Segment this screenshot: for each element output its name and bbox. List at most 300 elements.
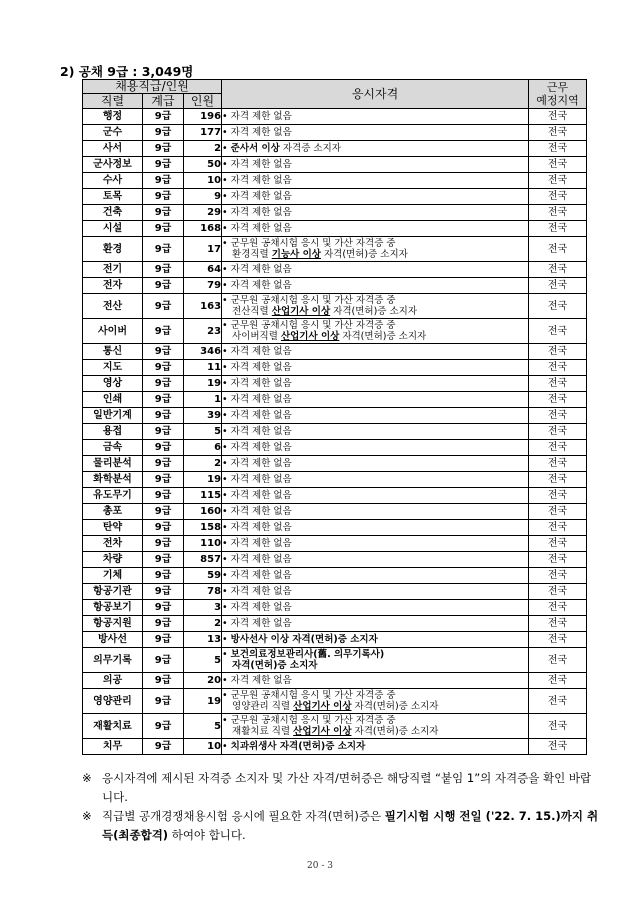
- table-row: [83, 157, 587, 173]
- qualification-line: [222, 741, 528, 752]
- text-segment: • 자격 제한 없음: [222, 586, 292, 597]
- cell-job: 인쇄: [83, 392, 143, 408]
- cell-qualification: [222, 600, 529, 616]
- cell-count: 5: [184, 714, 222, 739]
- text-segment: • 자격 제한 없음: [222, 127, 292, 138]
- header-qualification: 응시자격: [222, 80, 529, 109]
- table-row: [83, 714, 587, 739]
- header-job: 직렬: [83, 94, 143, 109]
- cell-count: 79: [184, 278, 222, 294]
- cell-job: 물리분석: [83, 456, 143, 472]
- cell-grade: 9급: [143, 520, 184, 536]
- text-segment: • 자격 제한 없음: [222, 191, 292, 202]
- cell-region: 전국: [529, 739, 587, 755]
- cell-qualification: [222, 205, 529, 221]
- cell-region: 전국: [529, 237, 587, 262]
- cell-qualification: [222, 689, 529, 714]
- cell-region: 전국: [529, 109, 587, 125]
- section-title: 2) 공채 9급 : 3,049명: [60, 64, 194, 79]
- cell-qualification: [222, 319, 529, 344]
- text-segment: • 자격 제한 없음: [222, 458, 292, 469]
- cell-count: 2: [184, 456, 222, 472]
- text-segment: • 자격 제한 없음: [222, 280, 292, 291]
- cell-job: 총포: [83, 504, 143, 520]
- cell-qualification: [222, 714, 529, 739]
- qualification-line: [222, 522, 528, 533]
- table-row: [83, 520, 587, 536]
- cell-region: 전국: [529, 648, 587, 673]
- text-segment: • 자격 제한 없음: [222, 554, 292, 565]
- cell-grade: 9급: [143, 173, 184, 189]
- table-row: [83, 440, 587, 456]
- cell-qualification: [222, 392, 529, 408]
- cell-job: 화학분석: [83, 472, 143, 488]
- text-segment: • 자격 제한 없음: [222, 675, 292, 686]
- text-segment: • 군무원 공채시험 응시 및 가산 자격증 중: [222, 690, 396, 701]
- text-segment: • 자격 제한 없음: [222, 223, 292, 234]
- cell-region: 전국: [529, 344, 587, 360]
- cell-count: 50: [184, 157, 222, 173]
- cell-count: 13: [184, 632, 222, 648]
- text-segment: 자격(면허)증 소지자: [351, 726, 439, 737]
- cell-count: 160: [184, 504, 222, 520]
- cell-qualification: [222, 262, 529, 278]
- cell-grade: 9급: [143, 408, 184, 424]
- qualification-line: [222, 649, 528, 660]
- cell-region: 전국: [529, 294, 587, 319]
- cell-region: 전국: [529, 536, 587, 552]
- cell-count: 19: [184, 472, 222, 488]
- cell-count: 1: [184, 392, 222, 408]
- cell-grade: 9급: [143, 189, 184, 205]
- cell-count: 346: [184, 344, 222, 360]
- table-row: [83, 504, 587, 520]
- cell-count: 3: [184, 600, 222, 616]
- table-row: [83, 173, 587, 189]
- note-mark: ※: [82, 809, 92, 823]
- cell-grade: 9급: [143, 344, 184, 360]
- cell-grade: 9급: [143, 648, 184, 673]
- text-segment: • 자격 제한 없음: [222, 618, 292, 629]
- cell-grade: 9급: [143, 568, 184, 584]
- text-segment: •: [222, 741, 231, 752]
- cell-count: 168: [184, 221, 222, 237]
- qualification-line: [222, 159, 528, 170]
- cell-region: 전국: [529, 360, 587, 376]
- cell-qualification: [222, 456, 529, 472]
- qualification-line: [222, 442, 528, 453]
- cell-job: 건축: [83, 205, 143, 221]
- qualification-line: [222, 634, 528, 645]
- cell-region: 전국: [529, 714, 587, 739]
- cell-job: 항공보기: [83, 600, 143, 616]
- cell-job: 차량: [83, 552, 143, 568]
- cell-count: 17: [184, 237, 222, 262]
- cell-region: 전국: [529, 189, 587, 205]
- emphasis-text: 기능사 이상: [271, 249, 321, 260]
- qualification-line: [222, 295, 528, 306]
- page-number: 20 - 3: [307, 861, 333, 871]
- cell-grade: 9급: [143, 141, 184, 157]
- cell-region: 전국: [529, 125, 587, 141]
- table-row: [83, 472, 587, 488]
- qualification-line: [222, 554, 528, 565]
- cell-grade: 9급: [143, 360, 184, 376]
- text-segment: • 자격 제한 없음: [222, 394, 292, 405]
- cell-job: 방사선: [83, 632, 143, 648]
- table-row: [83, 616, 587, 632]
- cell-grade: 9급: [143, 109, 184, 125]
- qualification-line: [222, 570, 528, 581]
- qualification-line: [222, 618, 528, 629]
- cell-grade: 9급: [143, 600, 184, 616]
- cell-grade: 9급: [143, 714, 184, 739]
- cell-region: 전국: [529, 408, 587, 424]
- table-row: [83, 739, 587, 755]
- qualification-line: [222, 426, 528, 437]
- cell-region: 전국: [529, 504, 587, 520]
- cell-job: 전산: [83, 294, 143, 319]
- cell-grade: 9급: [143, 205, 184, 221]
- cell-qualification: [222, 739, 529, 755]
- recruitment-table: [82, 79, 587, 755]
- qualification-line: [222, 346, 528, 357]
- cell-grade: 9급: [143, 673, 184, 689]
- cell-count: 10: [184, 739, 222, 755]
- cell-count: 177: [184, 125, 222, 141]
- cell-qualification: [222, 141, 529, 157]
- cell-qualification: [222, 488, 529, 504]
- qualification-line: [222, 690, 528, 701]
- table-row: [83, 673, 587, 689]
- cell-grade: 9급: [143, 319, 184, 344]
- qualification-line: [222, 602, 528, 613]
- cell-qualification: [222, 440, 529, 456]
- cell-job: 의무기록: [83, 648, 143, 673]
- qualification-line: [222, 474, 528, 485]
- cell-qualification: [222, 125, 529, 141]
- text-segment: 자격(면허)증 소지자: [320, 249, 408, 260]
- cell-count: 158: [184, 520, 222, 536]
- notes: [82, 769, 602, 845]
- cell-job: 행정: [83, 109, 143, 125]
- text-segment: 직급별 공개경쟁채용시험 응시에 필요한 자격(면허)증은: [102, 809, 385, 823]
- table-row: [83, 237, 587, 262]
- qualification-line: [222, 394, 528, 405]
- cell-region: 전국: [529, 632, 587, 648]
- cell-job: 치무: [83, 739, 143, 755]
- cell-job: 지도: [83, 360, 143, 376]
- cell-region: 전국: [529, 440, 587, 456]
- note: [82, 769, 602, 807]
- cell-region: 전국: [529, 278, 587, 294]
- cell-grade: 9급: [143, 125, 184, 141]
- cell-job: 군수: [83, 125, 143, 141]
- cell-qualification: [222, 237, 529, 262]
- cell-grade: 9급: [143, 157, 184, 173]
- cell-count: 163: [184, 294, 222, 319]
- cell-grade: 9급: [143, 689, 184, 714]
- table-row: [83, 125, 587, 141]
- text-segment: • 자격 제한 없음: [222, 264, 292, 275]
- qualification-line: [222, 362, 528, 373]
- cell-qualification: [222, 504, 529, 520]
- text-segment: • 자격 제한 없음: [222, 538, 292, 549]
- qualification-line: [222, 660, 528, 671]
- cell-job: 유도무기: [83, 488, 143, 504]
- cell-region: 전국: [529, 376, 587, 392]
- cell-region: 전국: [529, 568, 587, 584]
- cell-count: 5: [184, 424, 222, 440]
- text-segment: • 군무원 공채시험 응시 및 가산 자격증 중: [222, 320, 396, 331]
- text-segment: • 자격 제한 없음: [222, 490, 292, 501]
- cell-region: 전국: [529, 157, 587, 173]
- qualification-line: [222, 191, 528, 202]
- cell-qualification: [222, 424, 529, 440]
- qualification-line: [222, 280, 528, 291]
- qualification-line: [222, 701, 528, 712]
- cell-qualification: [222, 673, 529, 689]
- header-region-line2: 예정지역: [536, 94, 579, 107]
- emphasis-text: 치과위생사 자격(면허)증 소지자: [230, 741, 366, 752]
- cell-region: 전국: [529, 141, 587, 157]
- cell-count: 78: [184, 584, 222, 600]
- table-row: [83, 262, 587, 278]
- cell-job: 토목: [83, 189, 143, 205]
- cell-job: 영양관리: [83, 689, 143, 714]
- qualification-line: [222, 143, 528, 154]
- cell-count: 11: [184, 360, 222, 376]
- cell-qualification: [222, 294, 529, 319]
- cell-grade: 9급: [143, 376, 184, 392]
- emphasis-text: 산업기사 이상: [293, 701, 352, 712]
- cell-region: 전국: [529, 319, 587, 344]
- qualification-line: [222, 249, 528, 260]
- cell-region: 전국: [529, 488, 587, 504]
- qualification-line: [222, 490, 528, 501]
- cell-region: 전국: [529, 689, 587, 714]
- cell-grade: 9급: [143, 294, 184, 319]
- cell-qualification: [222, 648, 529, 673]
- cell-region: 전국: [529, 520, 587, 536]
- qualification-line: [222, 378, 528, 389]
- cell-region: 전국: [529, 616, 587, 632]
- emphasis-text: 자격(면허)증 소지자: [232, 660, 318, 671]
- table-row: [83, 278, 587, 294]
- cell-qualification: [222, 520, 529, 536]
- text-segment: •: [222, 634, 231, 645]
- emphasis-text: 필기시험 시행 전일 ('22. 7. 15.)까지 취득(최종합격): [102, 809, 599, 842]
- cell-count: 2: [184, 616, 222, 632]
- cell-region: 전국: [529, 456, 587, 472]
- table-row: [83, 600, 587, 616]
- table-row: [83, 488, 587, 504]
- cell-qualification: [222, 632, 529, 648]
- table-row: [83, 424, 587, 440]
- cell-job: 전자: [83, 278, 143, 294]
- cell-region: 전국: [529, 262, 587, 278]
- cell-region: 전국: [529, 472, 587, 488]
- cell-job: 용접: [83, 424, 143, 440]
- text-segment: 자격증 소지자: [279, 143, 341, 154]
- table-row: [83, 584, 587, 600]
- table-row: [83, 568, 587, 584]
- qualification-line: [222, 175, 528, 186]
- text-segment: 자격(면허)증 소지자: [351, 701, 439, 712]
- cell-grade: 9급: [143, 536, 184, 552]
- emphasis-text: 산업기사 이상: [271, 306, 331, 317]
- table-row: [83, 360, 587, 376]
- text-segment: • 자격 제한 없음: [222, 522, 292, 533]
- table-row: [83, 552, 587, 568]
- text-segment: • 자격 제한 없음: [222, 159, 292, 170]
- text-segment: • 자격 제한 없음: [222, 410, 292, 421]
- header-region: [529, 80, 587, 109]
- cell-region: 전국: [529, 424, 587, 440]
- qualification-line: [222, 127, 528, 138]
- text-segment: • 자격 제한 없음: [222, 474, 292, 485]
- cell-count: 20: [184, 673, 222, 689]
- cell-region: 전국: [529, 173, 587, 189]
- text-segment: • 자격 제한 없음: [222, 207, 292, 218]
- cell-qualification: [222, 472, 529, 488]
- table-row: [83, 109, 587, 125]
- cell-job: 탄약: [83, 520, 143, 536]
- text-segment: 응시자격에 제시된 자격증 소지자 및 가산 자격/면허증은 해당직렬 “붙임 1”의 자격증을 확인 바랍니다.: [102, 771, 592, 804]
- text-segment: 자격(면허)증 소지자: [339, 331, 427, 342]
- text-segment: 자격(면허)증 소지자: [330, 306, 418, 317]
- table-row: [83, 205, 587, 221]
- table-row: [83, 189, 587, 205]
- qualification-line: [222, 715, 528, 726]
- cell-region: 전국: [529, 552, 587, 568]
- cell-job: 의공: [83, 673, 143, 689]
- note-mark: ※: [82, 771, 92, 785]
- text-segment: • 자격 제한 없음: [222, 602, 292, 613]
- text-segment: • 자격 제한 없음: [222, 506, 292, 517]
- text-segment: • 군무원 공채시험 응시 및 가산 자격증 중: [222, 715, 396, 726]
- text-segment: • 자격 제한 없음: [222, 346, 292, 357]
- text-segment: 재활치료 직렬: [232, 726, 294, 737]
- table-row: [83, 632, 587, 648]
- qualification-line: [222, 331, 528, 342]
- table-row: [83, 141, 587, 157]
- emphasis-text: 방사선사 이상 자격(면허)증 소지자: [230, 634, 378, 645]
- text-segment: • 군무원 공채시험 응시 및 가산 자격증 중: [222, 238, 396, 249]
- cell-count: 23: [184, 319, 222, 344]
- note: [82, 807, 602, 845]
- cell-grade: 9급: [143, 584, 184, 600]
- cell-qualification: [222, 344, 529, 360]
- qualification-line: [222, 306, 528, 317]
- qualification-line: [222, 264, 528, 275]
- table-row: [83, 344, 587, 360]
- qualification-line: [222, 586, 528, 597]
- header-count: 인원: [184, 94, 222, 109]
- cell-job: 일반기계: [83, 408, 143, 424]
- qualification-line: [222, 238, 528, 249]
- cell-region: 전국: [529, 600, 587, 616]
- cell-grade: 9급: [143, 262, 184, 278]
- qualification-line: [222, 111, 528, 122]
- table-body: [83, 109, 587, 755]
- table-row: [83, 408, 587, 424]
- cell-grade: 9급: [143, 472, 184, 488]
- cell-qualification: [222, 584, 529, 600]
- header-grade: 계급: [143, 94, 184, 109]
- cell-job: 항공기관: [83, 584, 143, 600]
- cell-job: 통신: [83, 344, 143, 360]
- emphasis-text: 산업기사 이상: [293, 726, 352, 737]
- qualification-line: [222, 410, 528, 421]
- cell-qualification: [222, 568, 529, 584]
- table-row: [83, 689, 587, 714]
- cell-grade: 9급: [143, 456, 184, 472]
- text-segment: 하여야 합니다.: [168, 828, 246, 842]
- cell-grade: 9급: [143, 278, 184, 294]
- cell-region: 전국: [529, 673, 587, 689]
- table-row: [83, 294, 587, 319]
- table-row: [83, 392, 587, 408]
- cell-grade: 9급: [143, 488, 184, 504]
- cell-qualification: [222, 157, 529, 173]
- table-row: [83, 648, 587, 673]
- cell-count: 39: [184, 408, 222, 424]
- text-segment: •: [222, 649, 231, 660]
- cell-qualification: [222, 278, 529, 294]
- header-region-line1: 근무: [546, 81, 569, 94]
- cell-count: 857: [184, 552, 222, 568]
- text-segment: 사이버직렬: [232, 331, 281, 342]
- table-row: [83, 319, 587, 344]
- qualification-line: [222, 207, 528, 218]
- cell-qualification: [222, 173, 529, 189]
- cell-count: 64: [184, 262, 222, 278]
- cell-grade: 9급: [143, 504, 184, 520]
- cell-count: 2: [184, 141, 222, 157]
- cell-grade: 9급: [143, 424, 184, 440]
- cell-job: 기체: [83, 568, 143, 584]
- text-segment: 환경직렬: [232, 249, 272, 260]
- qualification-line: [222, 223, 528, 234]
- cell-job: 항공지원: [83, 616, 143, 632]
- cell-count: 110: [184, 536, 222, 552]
- cell-job: 군사정보: [83, 157, 143, 173]
- qualification-line: [222, 675, 528, 686]
- qualification-line: [222, 458, 528, 469]
- text-segment: 영양관리 직렬: [232, 701, 294, 712]
- cell-job: 재활치료: [83, 714, 143, 739]
- text-segment: • 자격 제한 없음: [222, 378, 292, 389]
- cell-count: 115: [184, 488, 222, 504]
- cell-qualification: [222, 221, 529, 237]
- emphasis-text: 산업기사 이상: [280, 331, 340, 342]
- text-segment: • 자격 제한 없음: [222, 442, 292, 453]
- text-segment: • 군무원 공채시험 응시 및 가산 자격증 중: [222, 295, 396, 306]
- cell-count: 9: [184, 189, 222, 205]
- cell-count: 196: [184, 109, 222, 125]
- emphasis-text: 준사서 이상: [230, 143, 280, 154]
- cell-grade: 9급: [143, 440, 184, 456]
- cell-count: 10: [184, 173, 222, 189]
- cell-job: 수사: [83, 173, 143, 189]
- cell-job: 영상: [83, 376, 143, 392]
- cell-grade: 9급: [143, 392, 184, 408]
- cell-qualification: [222, 552, 529, 568]
- cell-region: 전국: [529, 392, 587, 408]
- cell-job: 환경: [83, 237, 143, 262]
- cell-job: 전기: [83, 262, 143, 278]
